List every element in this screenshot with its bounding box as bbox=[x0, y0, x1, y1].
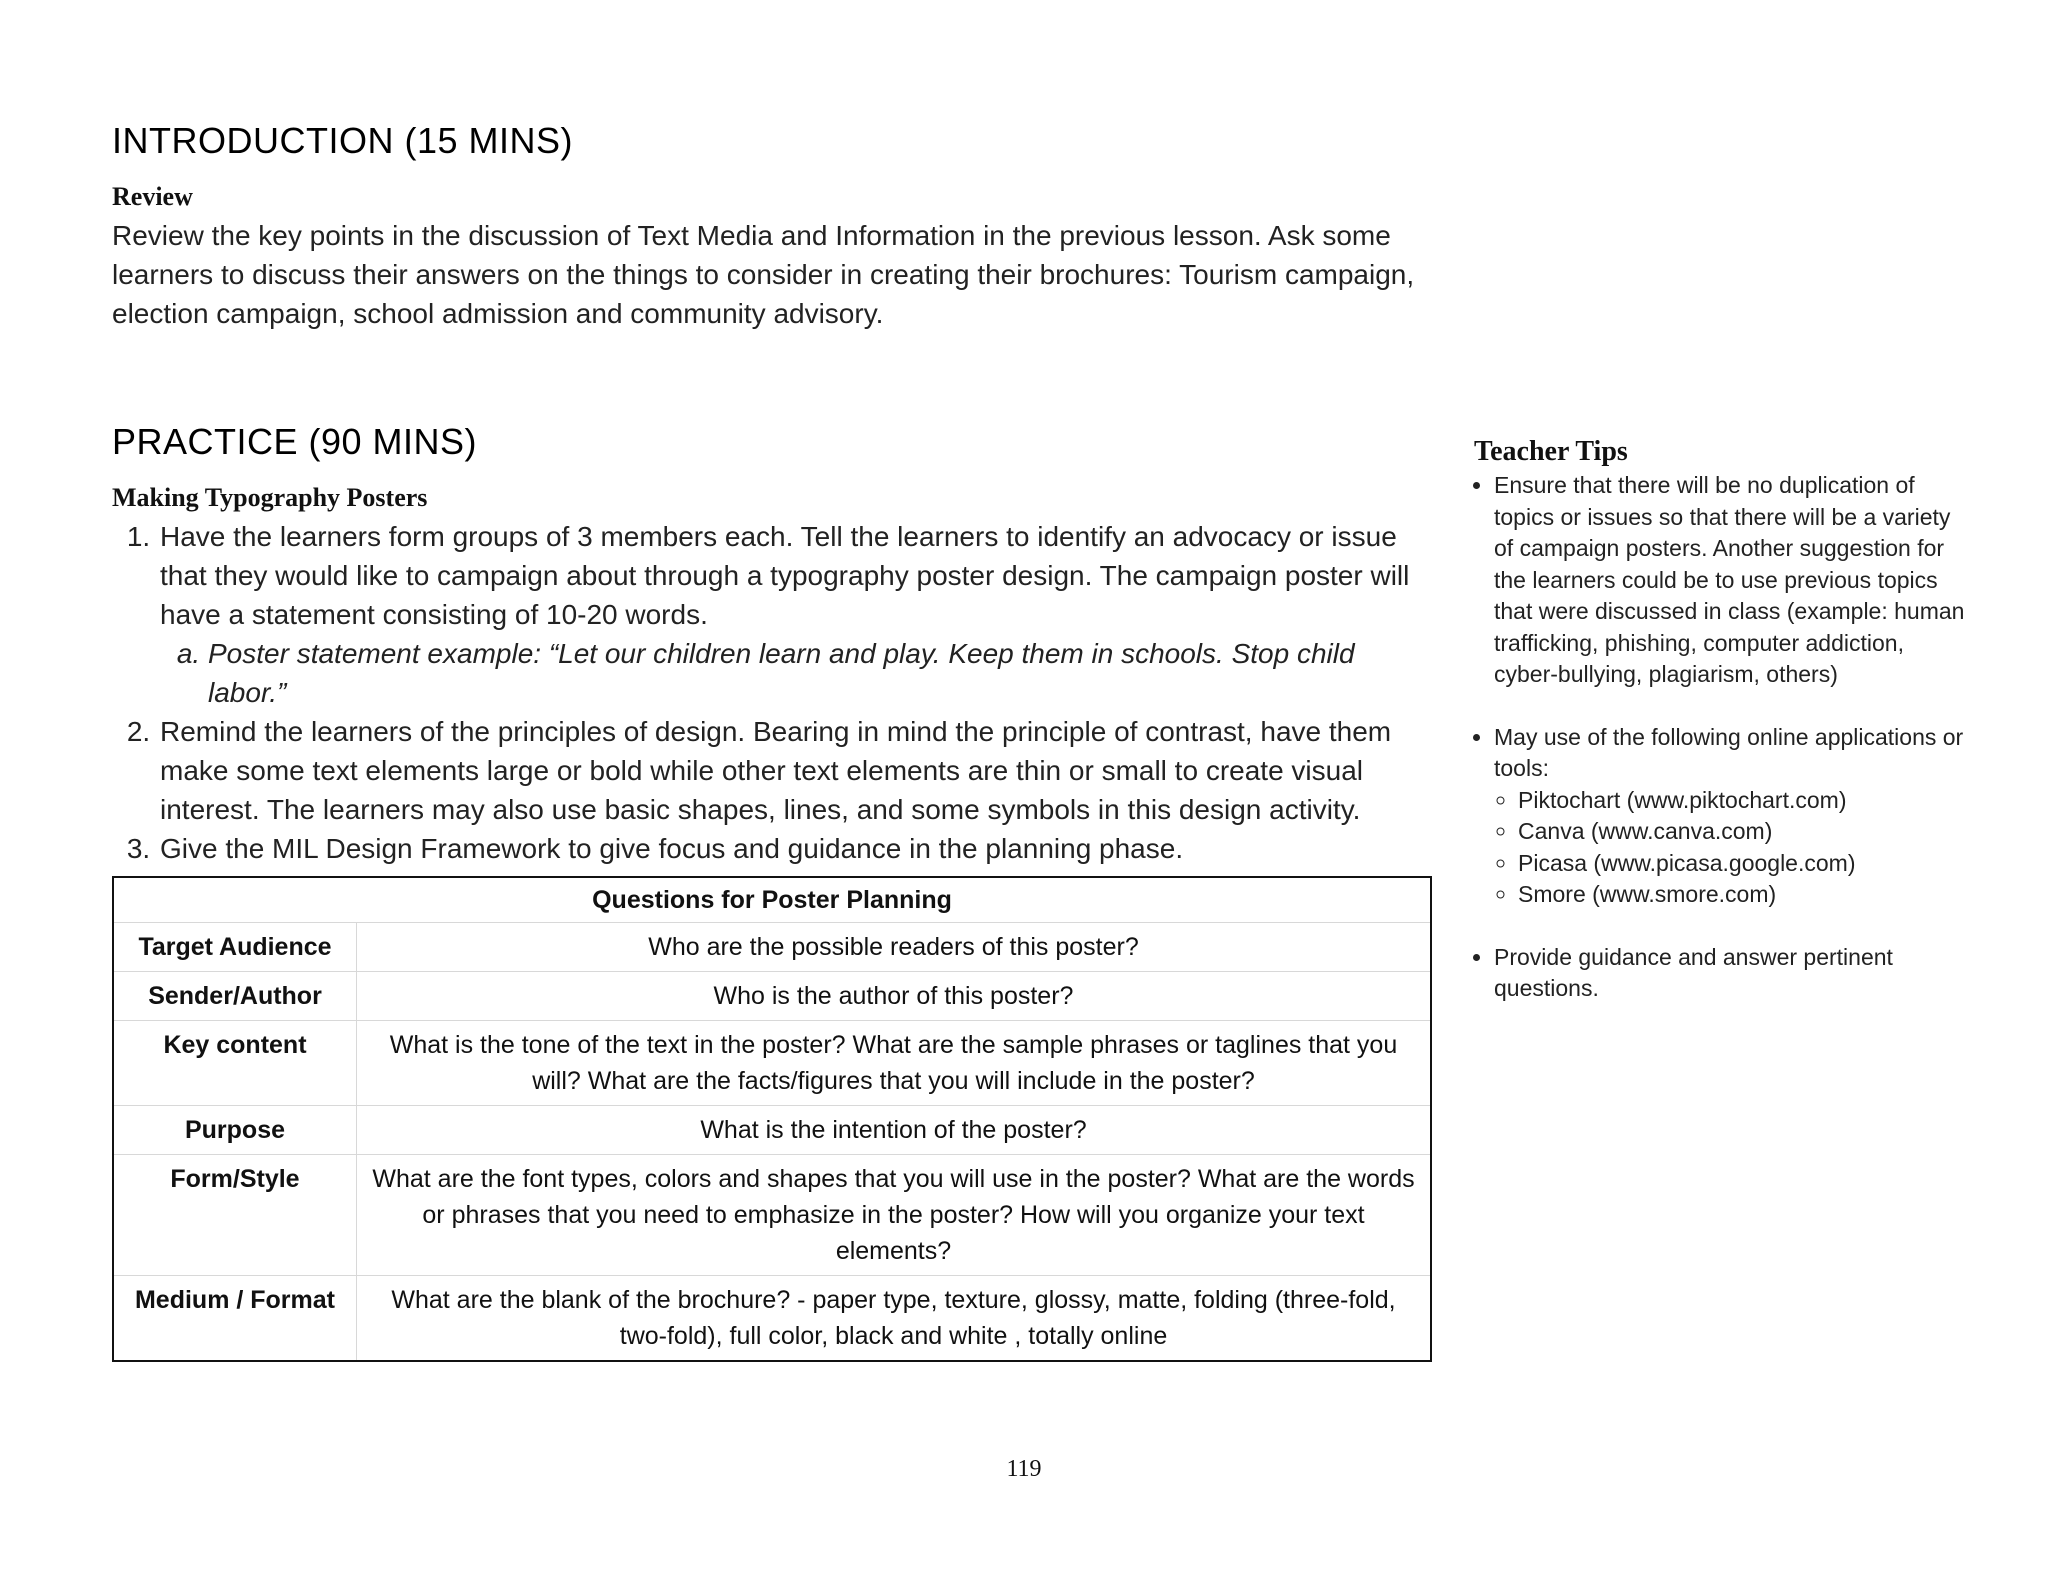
row-question: Who are the possible readers of this poster? bbox=[357, 923, 1432, 972]
typography-posters-subhead: Making Typography Posters bbox=[112, 483, 428, 512]
step-text: Have the learners form groups of 3 members each. Tell the learners to identify an advocacy or issue that they would like to campaign about through a typography poster design. The campaign poster will have a statement consisting of 10-20 words. bbox=[160, 521, 1410, 630]
teacher-tips-list bbox=[1474, 470, 1974, 1005]
table-row bbox=[113, 1155, 1431, 1276]
review-subhead: Review bbox=[112, 182, 193, 211]
teacher-tips-title: Teacher Tips bbox=[1474, 436, 1628, 467]
tool-item: ◦ Canva (www.canva.com) bbox=[1518, 816, 1974, 848]
review-paragraph: Review the key points in the discussion of Text Media and Information in the previous lesson. Ask some learners to discuss their answers on the things to consider in creating their brochures: Tourism campaign, election campaign, school admission and community advisory. bbox=[112, 220, 1415, 329]
tool-item: ◦ Piktochart (www.piktochart.com) bbox=[1518, 785, 1974, 817]
row-label: Key content bbox=[113, 1021, 357, 1106]
step-item bbox=[158, 517, 1432, 712]
table-row bbox=[113, 1276, 1431, 1362]
row-label: Medium / Format bbox=[113, 1276, 357, 1362]
row-label: Form/Style bbox=[113, 1155, 357, 1276]
table-header: Questions for Poster Planning bbox=[113, 877, 1431, 923]
tip-text: Provide guidance and answer pertinent questions. bbox=[1494, 943, 1893, 1001]
tools-list bbox=[1494, 785, 1974, 911]
table-row bbox=[113, 972, 1431, 1021]
step-text: Give the MIL Design Framework to give focus and guidance in the planning phase. bbox=[160, 833, 1184, 864]
step-sublist bbox=[160, 634, 1432, 712]
introduction-title: INTRODUCTION (15 MINS) bbox=[112, 120, 573, 161]
main-column bbox=[112, 120, 1432, 1362]
row-question: What are the blank of the brochure? - paper type, texture, glossy, matte, folding (three-fold, two-fold), full color, black and white , totally online bbox=[357, 1276, 1432, 1362]
practice-steps bbox=[112, 517, 1432, 868]
table-row bbox=[113, 1106, 1431, 1155]
tip-text: May use of the following online applications or tools: bbox=[1494, 723, 1964, 781]
row-label: Sender/Author bbox=[113, 972, 357, 1021]
step-text: Remind the learners of the principles of design. Bearing in mind the principle of contrast, have them make some text elements large or bold while other text elements are thin or small to create visual interest. The learners may also use basic shapes, lines, and some symbols in this design activity. bbox=[160, 716, 1392, 825]
page-number: 119 bbox=[1006, 1456, 1042, 1482]
poster-statement-example: a. Poster statement example: “Let our children learn and play. Keep them in schools. Stop child labor.” bbox=[208, 634, 1432, 712]
row-label: Purpose bbox=[113, 1106, 357, 1155]
practice-section bbox=[112, 421, 1432, 1362]
step-item bbox=[158, 829, 1432, 868]
tip-item bbox=[1494, 942, 1974, 1005]
row-question: What is the tone of the text in the poster? What are the sample phrases or taglines that you will? What are the facts/figures that you will include in the poster? bbox=[357, 1021, 1432, 1106]
step-item bbox=[158, 712, 1432, 829]
tool-item: ◦ Picasa (www.picasa.google.com) bbox=[1518, 848, 1974, 880]
row-label: Target Audience bbox=[113, 923, 357, 972]
table-row bbox=[113, 1021, 1431, 1106]
teacher-tips-sidebar bbox=[1474, 436, 1974, 1036]
row-question: What is the intention of the poster? bbox=[357, 1106, 1432, 1155]
poster-planning-table bbox=[112, 876, 1432, 1362]
tool-item: ◦ Smore (www.smore.com) bbox=[1518, 879, 1974, 911]
tip-item bbox=[1494, 470, 1974, 691]
tip-item bbox=[1494, 722, 1974, 911]
row-question: Who is the author of this poster? bbox=[357, 972, 1432, 1021]
row-question: What are the font types, colors and shapes that you will use in the poster? What are the words or phrases that you need to emphasize in the poster? How will you organize your text elements? bbox=[357, 1155, 1432, 1276]
practice-title: PRACTICE (90 MINS) bbox=[112, 421, 478, 462]
table-row bbox=[113, 923, 1431, 972]
tip-text: Ensure that there will be no duplication of topics or issues so that there will be a variety of campaign posters. Another suggestion for the learners could be to use previous topics that were discussed in class (example: human trafficking, phishing, computer addiction, cyber-bullying, plagiarism, others) bbox=[1494, 472, 1965, 687]
introduction-section bbox=[112, 120, 1432, 333]
